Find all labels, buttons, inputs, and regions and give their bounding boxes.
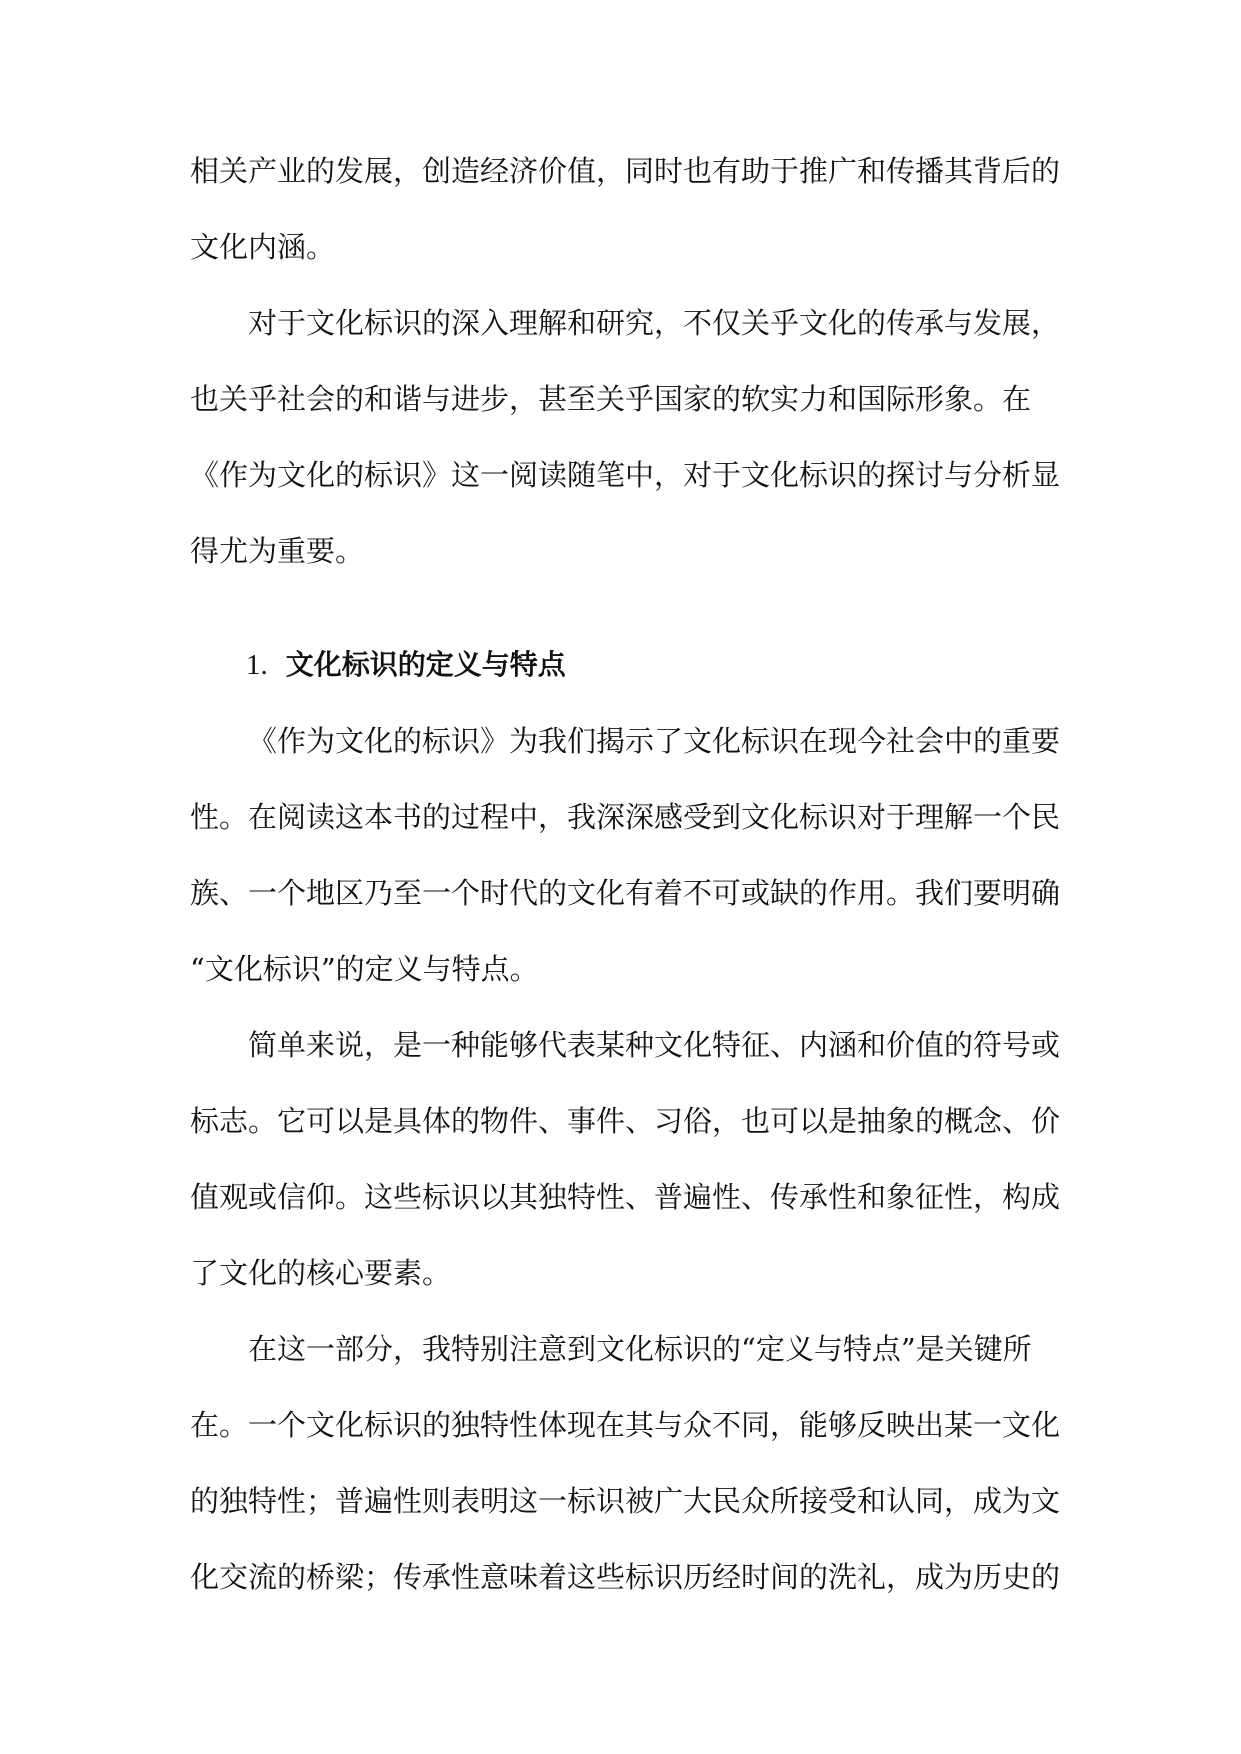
paragraph-line: 《作为文化的标识》为我们揭示了文化标识在现今社会中的重要 bbox=[248, 724, 1061, 758]
paragraph-line: 在这一部分，我特别注意到文化标识的“定义与特点”是关键所 bbox=[248, 1332, 1032, 1366]
paragraph-line: 《作为文化的标识》这一阅读随笔中，对于文化标识的探讨与分析显 bbox=[190, 458, 1061, 492]
paragraph-2 bbox=[190, 285, 1060, 589]
section-number: 1. bbox=[246, 649, 268, 681]
paragraph-4 bbox=[190, 1007, 1060, 1311]
paragraph-line: 标志。它可以是具体的物件、事件、习俗，也可以是抽象的概念、价 bbox=[190, 1104, 1061, 1138]
paragraph-1 bbox=[190, 133, 1060, 285]
paragraph-line: 性。在阅读这本书的过程中，我深深感受到文化标识对于理解一个民 bbox=[190, 800, 1061, 834]
paragraph-5 bbox=[190, 1311, 1060, 1615]
section-heading bbox=[190, 627, 1060, 703]
section-title: 文化标识的定义与特点 bbox=[285, 648, 566, 681]
paragraph-line: 也关乎社会的和谐与进步，甚至关乎国家的软实力和国际形象。在 bbox=[190, 382, 1032, 416]
paragraph-3 bbox=[190, 703, 1060, 1007]
paragraph-line: 对于文化标识的深入理解和研究，不仅关乎文化的传承与发展， bbox=[248, 306, 1061, 340]
paragraph-line: 了文化的核心要素。 bbox=[190, 1256, 452, 1290]
section-spacer bbox=[190, 589, 1060, 627]
paragraph-line: “文化标识”的定义与特点。 bbox=[190, 952, 539, 986]
paragraph-line: 在。一个文化标识的独特性体现在其与众不同，能够反映出某一文化 bbox=[190, 1408, 1061, 1442]
paragraph-line: 的独特性；普遍性则表明这一标识被广大民众所接受和认同，成为文 bbox=[190, 1484, 1061, 1518]
paragraph-line: 族、一个地区乃至一个时代的文化有着不可或缺的作用。我们要明确 bbox=[190, 876, 1061, 910]
paragraph-line: 简单来说，是一种能够代表某种文化特征、内涵和价值的符号或 bbox=[248, 1028, 1061, 1062]
paragraph-line: 化交流的桥梁；传承性意味着这些标识历经时间的洗礼，成为历史的 bbox=[190, 1560, 1061, 1594]
paragraph-line: 值观或信仰。这些标识以其独特性、普遍性、传承性和象征性，构成 bbox=[190, 1180, 1061, 1214]
document-body bbox=[190, 133, 1060, 1615]
paragraph-line: 相关产业的发展，创造经济价值，同时也有助于推广和传播其背后的 bbox=[190, 154, 1061, 188]
paragraph-line: 文化内涵。 bbox=[190, 230, 336, 264]
paragraph-line: 得尤为重要。 bbox=[190, 534, 365, 568]
